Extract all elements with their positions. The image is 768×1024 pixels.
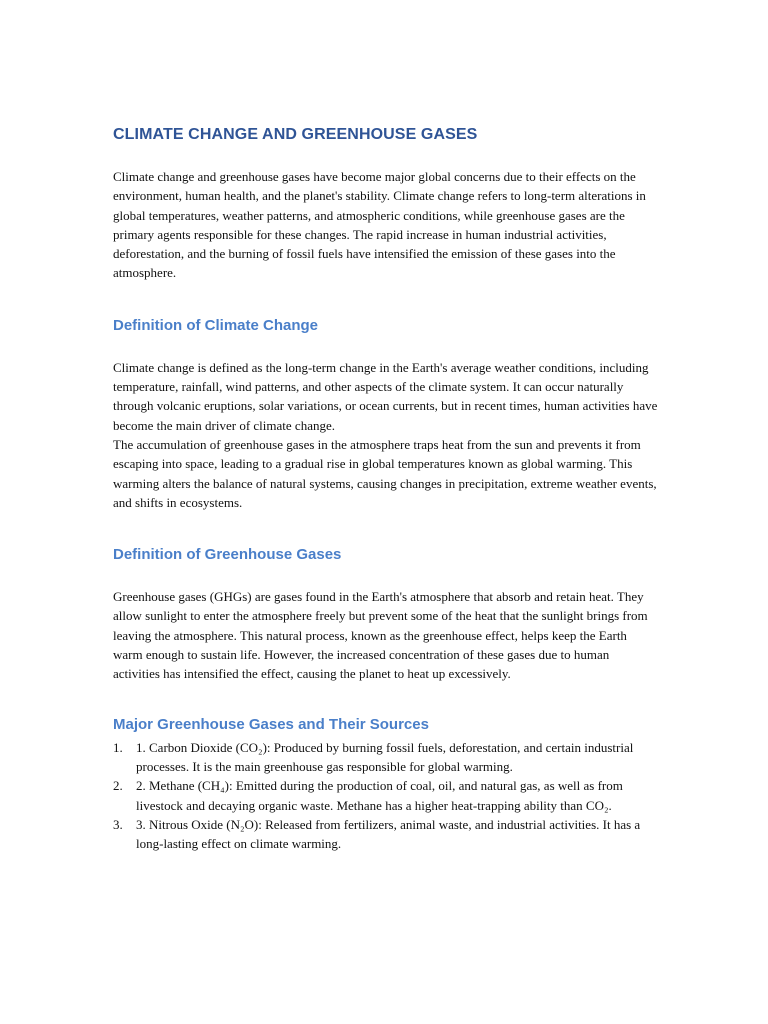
climate-change-paragraph-1: Climate change is defined as the long-term change in the Earth's average weather conditions, including temperature, rainfall, wind patterns, and other aspects of the climate system. It can occur naturally through volcanic eruptions, solar variations, or ocean currents, but in recent times, human activities have become the main driver of climate change. bbox=[113, 359, 658, 433]
list-item bbox=[113, 776, 658, 815]
document-body bbox=[113, 124, 658, 853]
section-heading-greenhouse-gases: Definition of Greenhouse Gases bbox=[113, 546, 342, 564]
list-item-text: 1. Carbon Dioxide (CO₂): Produced by burning fossil fuels, deforestation, and certain industrial processes. It is the main greenhouse gas responsible for global warming. bbox=[136, 739, 634, 774]
greenhouse-gases-list bbox=[113, 738, 658, 854]
list-item-marker: 2. bbox=[113, 778, 123, 794]
list-item bbox=[113, 738, 658, 777]
climate-change-paragraph-2: The accumulation of greenhouse gases in the atmosphere traps heat from the sun and prevents it from escaping into space, leading to a gradual rise in global temperatures known as global warming. This warming alters the balance of natural systems, causing changes in precipitation, extreme weather events, and shifts in ecosystems. bbox=[113, 436, 657, 510]
section-heading-major-greenhouse-gases: Major Greenhouse Gases and Their Sources bbox=[113, 715, 429, 733]
document-title: CLIMATE CHANGE AND GREENHOUSE GASES bbox=[113, 126, 478, 143]
list-item-marker: 3. bbox=[113, 816, 123, 832]
section-heading-climate-change: Definition of Climate Change bbox=[113, 316, 319, 334]
list-item-text: 3. Nitrous Oxide (N₂O): Released from fertilizers, animal waste, and industrial activities. It has a long-lasting effect on climate warming. bbox=[136, 816, 641, 852]
list-item-text: 2. Methane (CH₄): Emitted during the production of coal, oil, and natural gas, as well as from livestock and decaying organic waste. Methane has a higher heat-trapping ability than CO₂. bbox=[136, 778, 623, 813]
list-item bbox=[113, 815, 658, 854]
list-item-marker: 1. bbox=[113, 739, 123, 755]
greenhouse-gases-paragraph: Greenhouse gases (GHGs) are gases found in the Earth's atmosphere that absorb and retain heat. They allow sunlight to enter the atmosphere freely but prevent some of the heat that the sunlight brings from leaving the atmosphere. This natural process, known as the greenhouse effect, helps keep the Earth warm enough to sustain life. However, the increased concentration of these gases due to human activities has intensified the effect, causing the planet to heat up excessively. bbox=[113, 589, 648, 682]
intro-paragraph: Climate change and greenhouse gases have become major global concerns due to their effects on the environment, human health, and the planet's stability. Climate change refers to long-term alterations in global temperatures, weather patterns, and atmospheric conditions, while greenhouse gases are the primary agents responsible for these changes. The rapid increase in human industrial activities, deforestation, and the burning of fossil fuels have intensified the emission of these gases into the atmosphere. bbox=[113, 169, 646, 281]
